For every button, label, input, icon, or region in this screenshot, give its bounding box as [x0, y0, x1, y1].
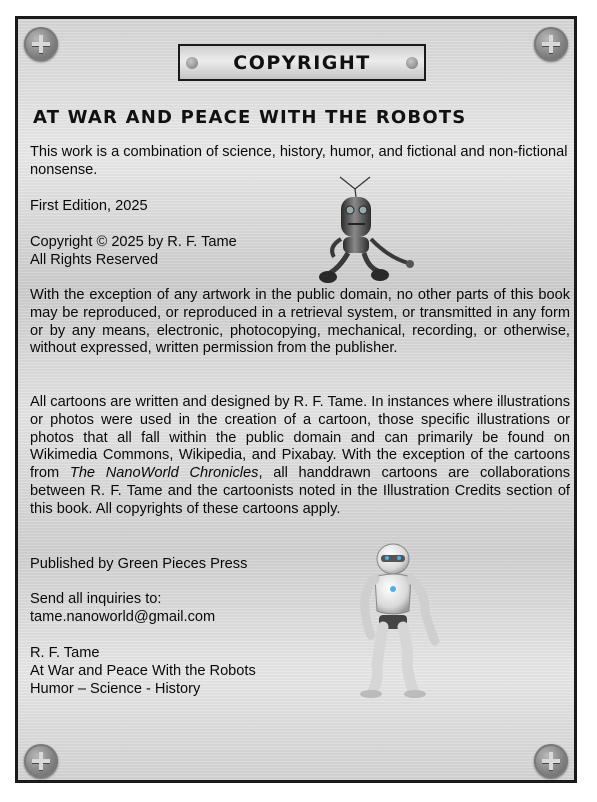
cartoons-text-part1: All cartoons are written and designed by R. F. Tame. In instances where illustrations or photos were used in the creation of a cartoon, those specific illustrations or photos that all fall within the public domain and can primarily be found on Wikimedia Commons, Wikipedia, and Pixabay. With the exception of the cartoons from [30, 394, 570, 482]
book-title-line: At War and Peace With the Robots [30, 663, 256, 679]
inquiries-label: Send all inquiries to: [30, 591, 162, 607]
screw-icon [406, 57, 418, 69]
antenna-robot-illustration [310, 167, 426, 287]
humanoid-robot-illustration [343, 539, 443, 699]
screw-icon [186, 57, 198, 69]
rivet-icon [24, 27, 58, 61]
page-heading: COPYRIGHT [233, 51, 371, 74]
cartoons-text-part2: , all handdrawn cartoons are collaborations between R. F. Tame and the cartoonists noted in the Illustration Credits section of this book. All copyrights of these cartoons apply. [30, 465, 570, 517]
book-title: AT WAR AND PEACE WITH THE ROBOTS [33, 107, 467, 128]
email-text: tame.nanoworld@gmail.com [30, 609, 216, 625]
genre-text: Humor – Science - History [30, 681, 201, 697]
rights-text: All Rights Reserved [30, 252, 159, 268]
exception-paragraph: With the exception of any artwork in the public domain, no other parts of this book may be reproduced, or reproduced in a retrieval system, or transmitted in any form or by any means, electronic, photocopying, mechanical, recording, or otherwise, without expressed, written permission from the publisher. [30, 287, 570, 357]
cartoons-italic-title: The NanoWorld Chronicles [69, 465, 259, 482]
cartoons-paragraph [30, 394, 570, 519]
copyright-page [15, 16, 577, 783]
edition-text: First Edition, 2025 [30, 198, 148, 214]
author-text: R. F. Tame [30, 645, 100, 661]
copyright-line: Copyright © 2025 by R. F. Tame [30, 234, 237, 250]
rivet-icon [534, 27, 568, 61]
rivet-icon [534, 744, 568, 778]
intro-text: This work is a combination of science, history, humor, and fictional and non-fictional nonsense. [30, 144, 568, 178]
heading-plate [178, 44, 426, 81]
rivet-icon [24, 744, 58, 778]
publisher-text: Published by Green Pieces Press [30, 556, 248, 572]
